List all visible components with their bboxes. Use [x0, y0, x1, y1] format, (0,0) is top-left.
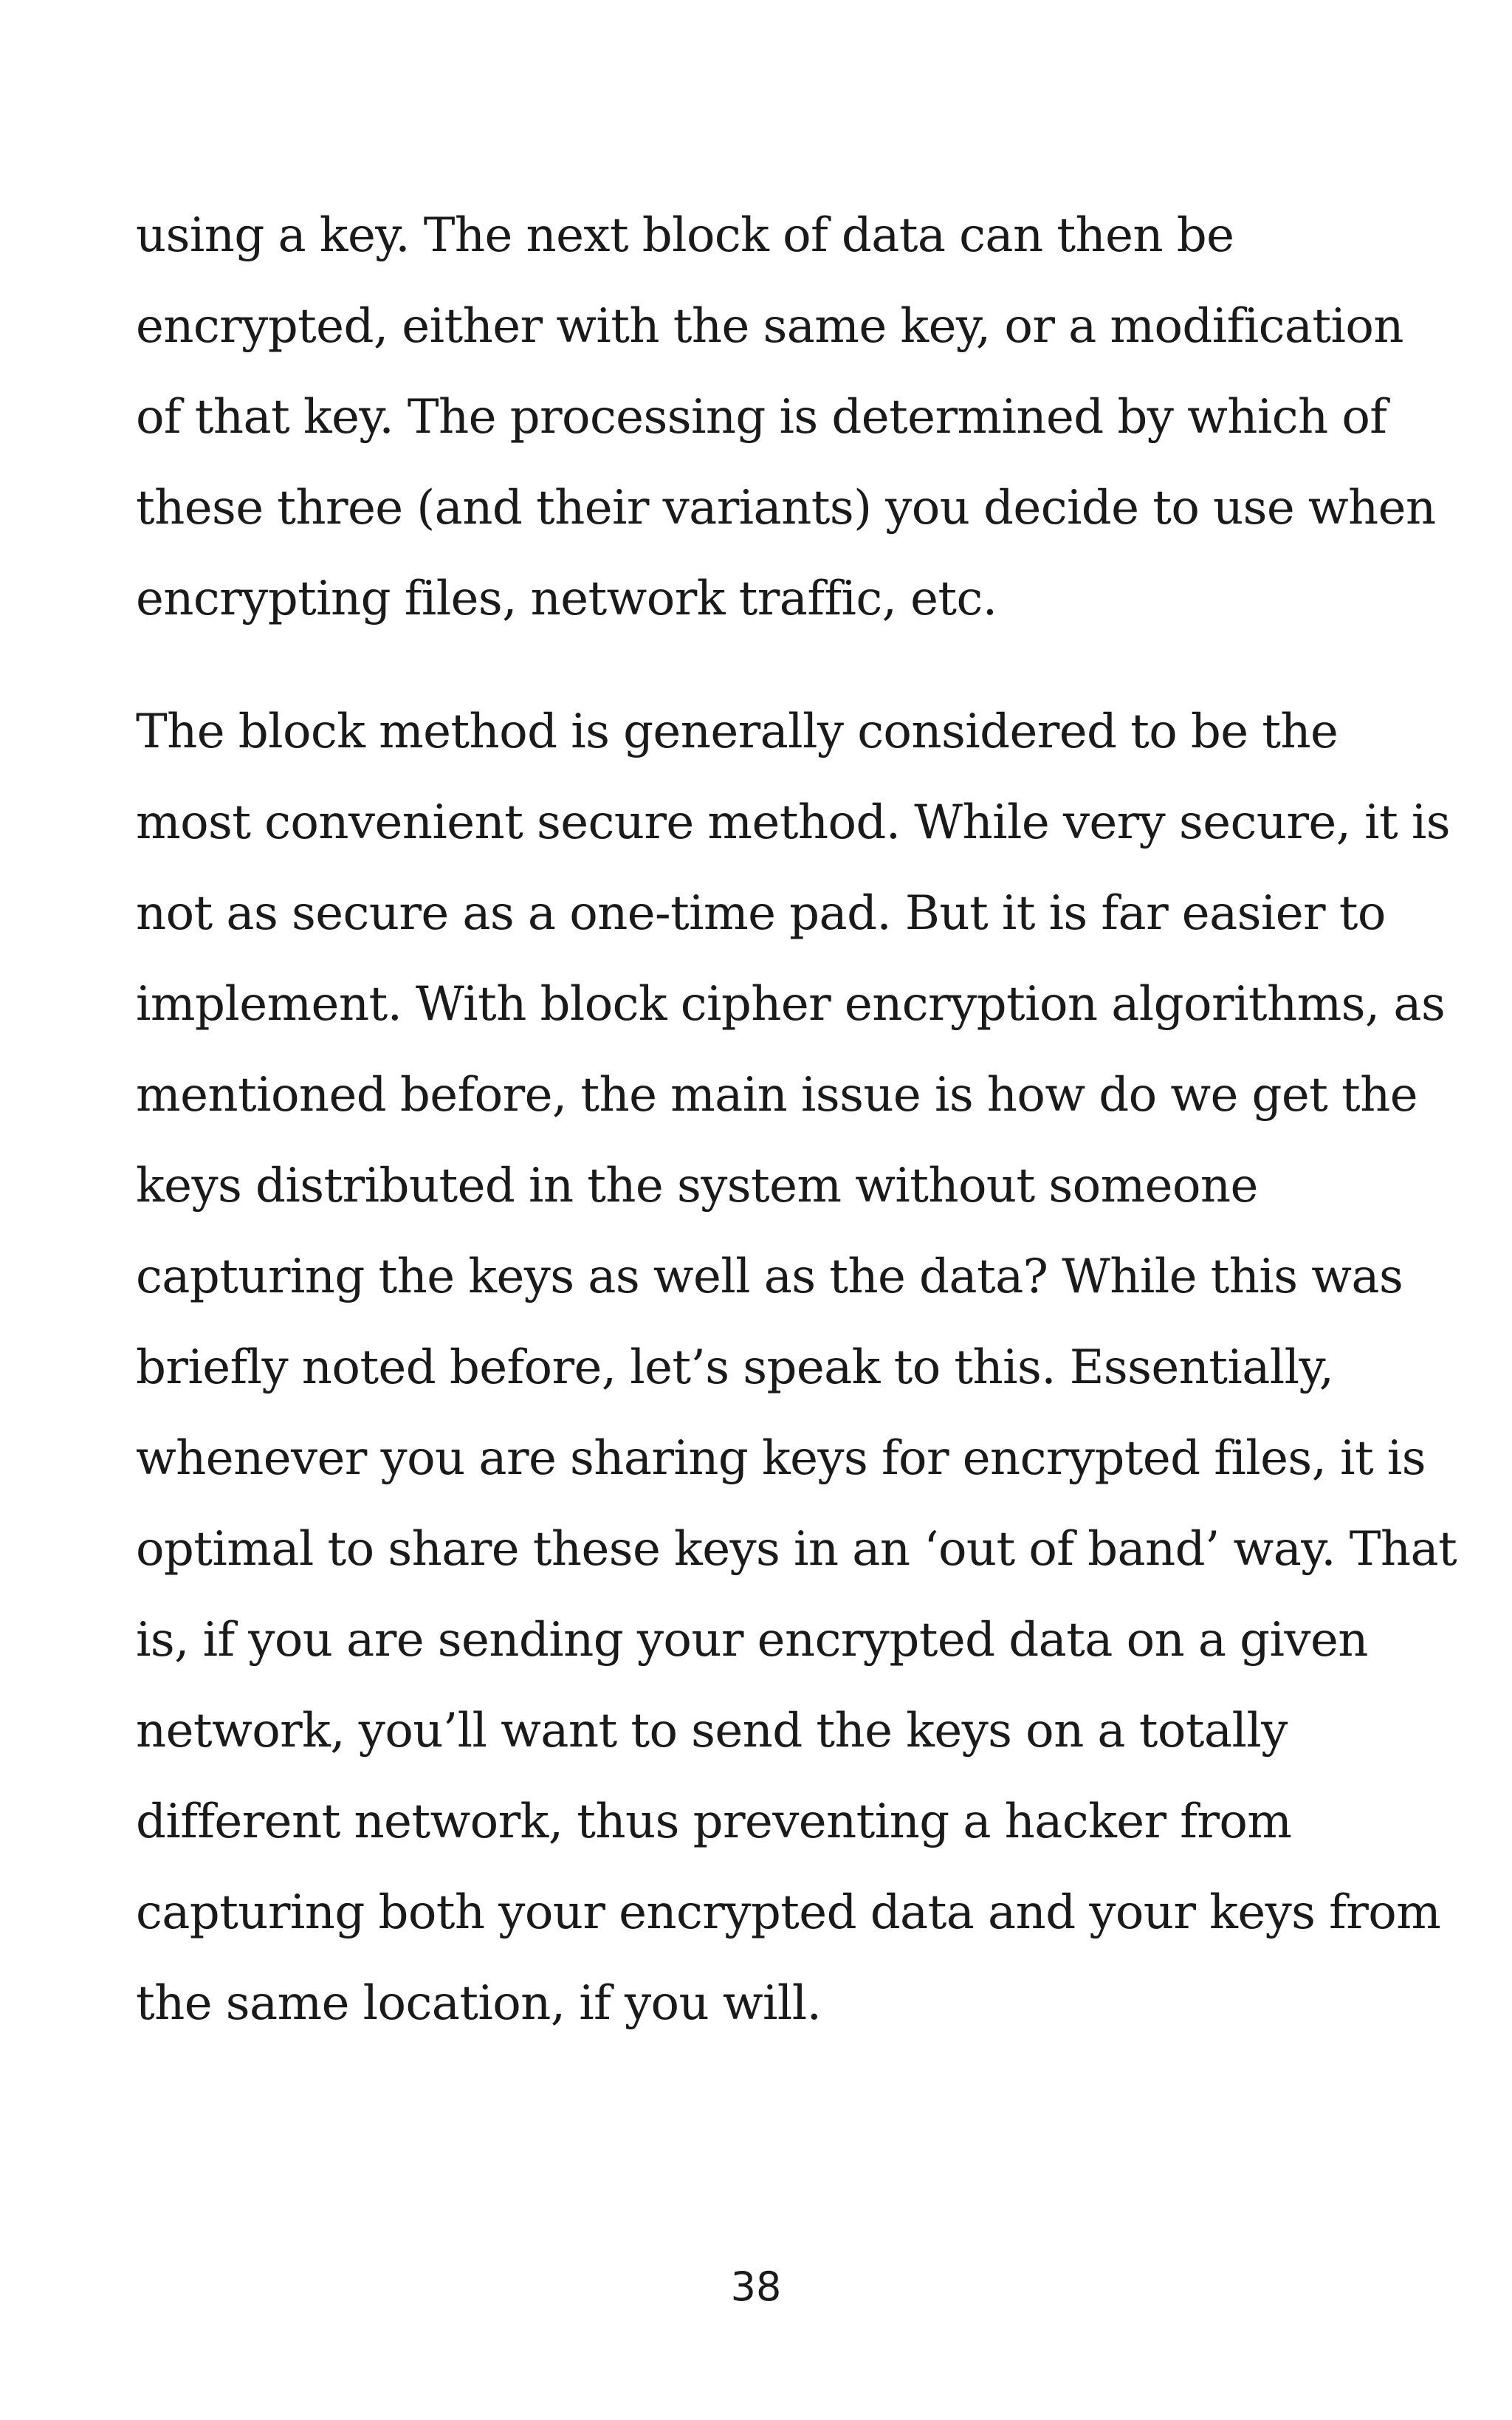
text-line: whenever you are sharing keys for encrypted files, it is — [136, 1431, 1426, 1486]
text-line: keys distributed in the system without someone — [136, 1159, 1258, 1213]
text-line: using a key. The next block of data can then be — [136, 208, 1234, 263]
text-line: not as secure as a one-time pad. But it is far easier to — [136, 886, 1386, 941]
text-line: encrypting files, network traffic, etc. — [136, 572, 997, 626]
text-line: is, if you are sending your encrypted data on a given — [136, 1613, 1368, 1667]
paragraph-2 — [136, 687, 1457, 2049]
body-text — [136, 191, 1457, 2049]
text-line: implement. With block cipher encryption algorithms, as — [136, 977, 1446, 1032]
page-number: 38 — [730, 2263, 782, 2310]
text-line: The block method is generally considered to be the — [136, 705, 1339, 759]
paragraph-1 — [136, 191, 1436, 645]
text-line: the same location, if you will. — [136, 1976, 822, 2031]
text-line: capturing the keys as well as the data? While this was — [136, 1250, 1403, 1304]
text-line: of that key. The processing is determined by which of — [136, 390, 1387, 445]
text-line: these three (and their variants) you decide to use when — [136, 481, 1436, 535]
text-line: network, you’ll want to send the keys on a totally — [136, 1704, 1288, 1758]
text-line: different network, thus preventing a hacker from — [136, 1795, 1292, 1849]
text-line: encrypted, either with the same key, or a modification — [136, 299, 1403, 354]
text-line: most convenient secure method. While very secure, it is — [136, 795, 1450, 850]
text-line: mentioned before, the main issue is how do we get the — [136, 1068, 1418, 1122]
text-line: briefly noted before, let’s speak to this. Essentially, — [136, 1340, 1334, 1395]
text-line: optimal to share these keys in an ‘out of band’ way. That — [136, 1522, 1457, 1577]
text-line: capturing both your encrypted data and your keys from — [136, 1885, 1441, 1940]
